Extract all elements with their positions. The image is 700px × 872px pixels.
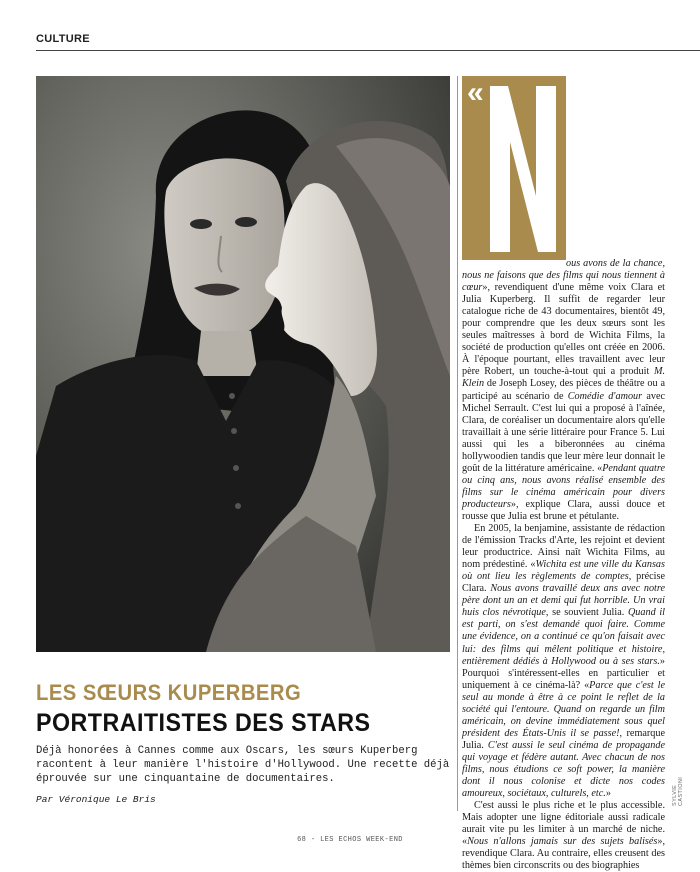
lead-in-spacer bbox=[462, 258, 566, 269]
standfirst: Déjà honorées à Cannes comme aux Oscars, les sœurs Kuperberg racontent à leur manière l'histoire d'Hollywood. Une recette déjà éprouvée sur une cinquantaine de documentaires. bbox=[36, 745, 450, 785]
quote: Quand il est parti, on s'est demandé quoi faire. Comme une évidence, on a continué ce qu'on faisait avec lui: des films qui mêlent politique et histoire, entièrement dédiés à Hollywood ou à ses stars. bbox=[462, 607, 665, 667]
article-kicker: LES SŒURS KUPERBERG bbox=[36, 680, 302, 705]
quote: C'est aussi le seul cinéma de propagande qui voyage et fédère autant. Avec chacun de nos films, nous étudions ce soft power, la manière dont il nous colonise et dicte nos codes amoureux, sociétaux, culturels, etc. bbox=[462, 739, 665, 800]
paragraph-2 bbox=[462, 523, 665, 800]
paragraph-2-text: , précise Clara. bbox=[462, 571, 665, 595]
portrait-photo bbox=[36, 76, 450, 652]
portrait-illustration bbox=[36, 76, 450, 652]
paragraph-3-text: », revendique Clara. Au contraire, elles creusent des thèmes bien circonscrits ou des biographies bbox=[462, 836, 665, 872]
section-rubric: CULTURE bbox=[36, 33, 90, 45]
lead-quote: ous avons de la chance, nous ne faisons que des films qui nous tiennent à cœur bbox=[462, 258, 665, 294]
paragraph-3-text: C'est aussi le plus riche et le plus accessible. Mais adopter une ligne éditoriale aussi radicale aurait vite pu les limiter à un marché de niche. « bbox=[462, 800, 665, 848]
paragraph-2-text: » Pourquoi s'intéressent-elles en particulier et uniquement à ce cinéma-là? « bbox=[462, 655, 665, 691]
quote: Wichita est une ville du Kansas où ont lieu les règlements de comptes bbox=[462, 559, 665, 583]
paragraph-1 bbox=[462, 258, 665, 523]
photo-credit: SYLVIE CASTIONI bbox=[672, 776, 684, 806]
paragraph-1-text: », revendiquent d'une même voix Clara et Julia Kuperberg. Il suffit de regarder leur catalogue riche de 43 documentaires, bientôt 49, pour comprendre que les deux sœurs sont les seules maîtresses à bord de Wichita Films, la société de production qu'elles ont créée en 2006. À l'époque pourtant, elles travaillent avec leur père Robert, un touche-à-tout qui a produit bbox=[462, 282, 665, 378]
paragraph-1-text: de Joseph Losey, des pièces de théâtre ou a participé au scénario de bbox=[462, 378, 665, 402]
quote: Pendant quatre ou cinq ans, nous avons réalisé ensemble des films sur le cinéma américain pour divers producteurs bbox=[462, 462, 665, 510]
film-title: Comédie d'amour bbox=[567, 390, 643, 402]
article-body bbox=[462, 258, 665, 872]
paragraph-1-text: avec Michel Serrault. C'est lui qui a proposé à l'aînée, Clara, de coréaliser un documentaire alors qu'elle travaillait à une série littéraire pour France 5. Lui aussi qui les a biberonnées au cinéma hollywoodien tandis que leur mère leur donnait le goût de la littérature américaine. « bbox=[462, 390, 665, 474]
top-rule bbox=[36, 50, 700, 51]
byline: Par Véronique Le Bris bbox=[36, 794, 156, 805]
paragraph-2-text: » bbox=[605, 788, 611, 800]
paragraph-2-text: , se souvient Julia. bbox=[545, 607, 628, 619]
film-title: M. Klein bbox=[462, 366, 665, 390]
page-folio: 68 - LES ECHOS WEEK-END bbox=[297, 836, 403, 844]
paragraph-2-text: En 2005, la benjamine, assistante de rédaction de l'émission Tracks d'Arte, les rejoint et devient leur productrice. Ainsi naît Wichita Films, au nom prédestiné. « bbox=[462, 523, 665, 571]
paragraph-1-text: », explique Clara, aussi douce et rousse que Julia est brune et pétulante. bbox=[462, 498, 665, 522]
quote: Parce que c'est le seul au monde à être à ce point le reflet de la société qui l'entoure. Quand on regarde un film américain, on devine immédiatement sous quel président des États-Unis il se passe! bbox=[462, 679, 665, 739]
article-title: PORTRAITISTES DES STARS bbox=[36, 709, 371, 737]
drop-cap-quote: « bbox=[467, 76, 484, 109]
paragraph-2-text: , remarque Julia. bbox=[462, 727, 665, 751]
quote: Nous avons travaillé deux ans avec notre père dont un an et demi qui fut horrible. Un vrai huis clos névrotique bbox=[462, 583, 665, 619]
drop-cap bbox=[462, 76, 566, 260]
quote: Nous n'allons jamais sur des sujets balisés bbox=[467, 836, 658, 848]
column-divider bbox=[457, 76, 458, 811]
